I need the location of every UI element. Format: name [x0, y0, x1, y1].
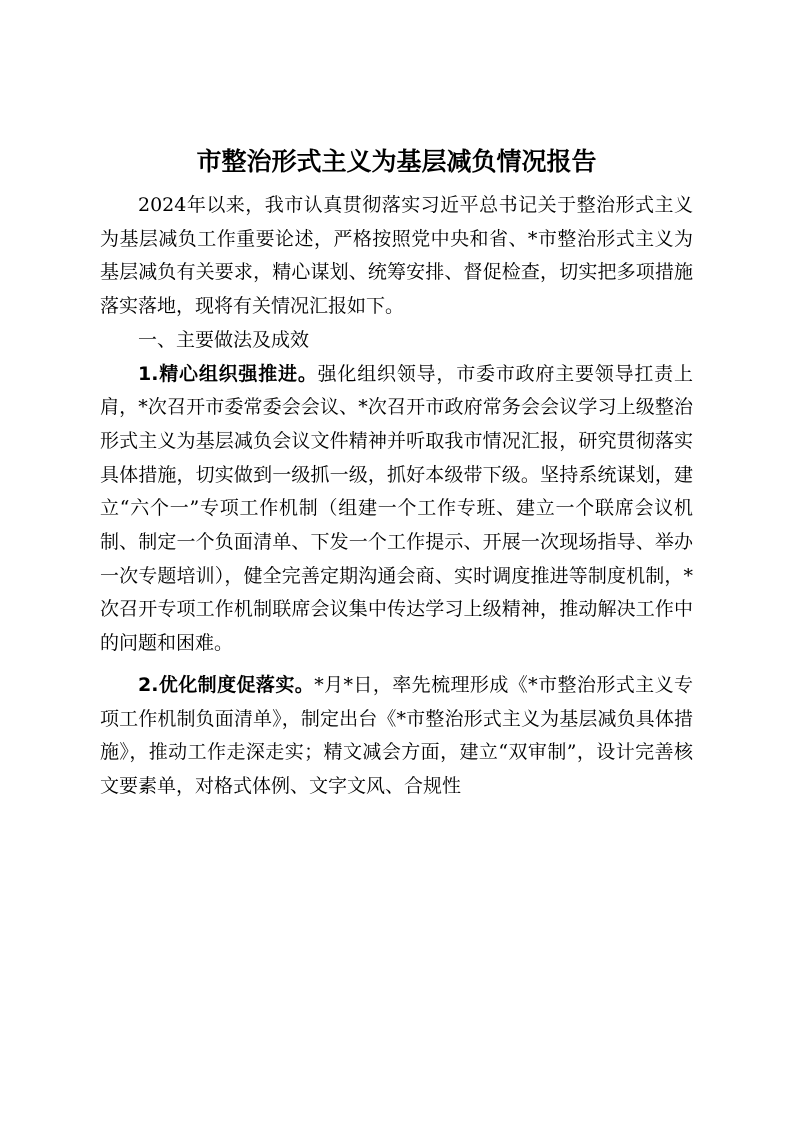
item-paragraph-optimize — [100, 669, 693, 804]
item-lead-organize: 1.精心组织强推进。 — [138, 362, 318, 385]
item-text-organize: 强化组织领导，市委市政府主要领导扛责上肩，*次召开市委常委会会议、*次召开市政府常务会会议学习上级整治形式主义为基层减负会议文件精神并听取我市情况汇报，研究贯彻落实具体措施，切实做到一级抓一级，抓好本级带下级。坚持系统谋划，建立“六个一”专项工作机制（组建一个工作专班、建立一个联席会议机制、制定一个负面清单、下发一个工作提示、开展一次现场指导、举办一次专题培训），健全完善定期沟通会商、实时调度推进等制度机制，*次召开专项工作机制联席会议集中传达学习上级精神，推动解决工作中的问题和困难。 — [100, 362, 693, 655]
item-paragraph-organize — [100, 358, 693, 661]
intro-paragraph: 2024年以来，我市认真贯彻落实习近平总书记关于整治形式主义为基层减负工作重要论述，严格按照党中央和省、*市整治形式主义为基层减负有关要求，精心谋划、统筹安排、督促检查，切实把多项措施落实落地，现将有关情况汇报如下。 — [100, 194, 693, 318]
item-text-optimize: *月*日，率先梳理形成《*市整治形式主义专项工作机制负面清单》，制定出台《*市整治形式主义为基层减负具体措施》，推动工作走深走实；精文减会方面，建立“双审制”，设计完善核文要素单，对格式体例、文字文风、合规性 — [100, 673, 693, 797]
document-body — [100, 189, 693, 804]
section-heading-main-practices: 一、主要做法及成效 — [138, 328, 310, 351]
item-lead-optimize: 2.优化制度促落实。 — [138, 673, 315, 696]
document-title: 市整治形式主义为基层减负情况报告 — [196, 147, 597, 176]
